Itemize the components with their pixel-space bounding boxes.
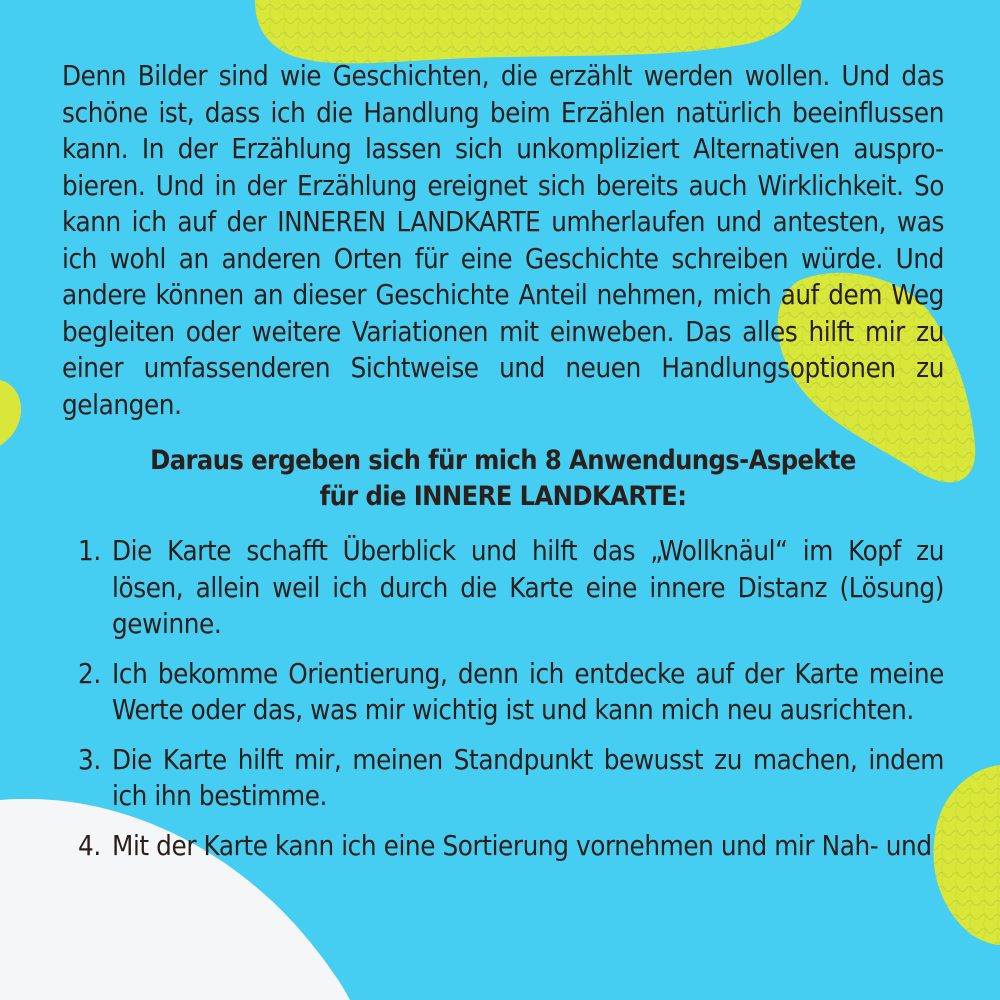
intro-emphasis: INNEREN LANDKARTE <box>277 206 541 238</box>
list-item-number: 3. <box>78 743 101 776</box>
list-item <box>62 828 944 865</box>
list-item-number: 2. <box>78 657 101 690</box>
list-item-text: Die Karte schafft Überblick und hilft das „Wollknäul“ im Kopf zu lösen, allein weil ich durch die Karte eine innere Distanz (Lösung) gewinne. <box>112 535 944 640</box>
blob-top <box>255 0 802 63</box>
intro-paragraph <box>62 58 944 423</box>
intro-text-1: Denn Bilder sind wie Geschichten, die erzählt werden wollen. Und das schöne ist, dass ich die Handlung beim Erzählen natürlich beeinflussen kann. In der Erzählung lassen sich unkompliziert Alternativen ausprobieren. Und in der Erzählung ereignet sich bereits auch Wirklichkeit. So kann ich auf der <box>62 60 944 238</box>
list-item-text: Mit der Karte kann ich eine Sortierung vornehmen und mir Nah- und <box>112 829 932 862</box>
list-item-number: 4. <box>78 829 101 862</box>
heading-line-1: Daraus ergeben sich für mich 8 Anwendungs-Aspekte <box>150 445 856 476</box>
aspects-list <box>62 533 944 864</box>
text-content <box>62 58 944 877</box>
list-item <box>62 742 944 815</box>
intro-text-2: umherlaufen und antesten, was ich wohl an anderen Orten für eine Geschichte schreiben würde. Und andere können an dieser Geschichte Anteil nehmen, mich auf dem Weg begleiten oder weitere Variationen mit einweben. Das alles hilft mir zu einer umfassenderen Sichtweise und neuen Handlungsoptionen zu gelangen. <box>62 206 944 421</box>
list-item-text: Die Karte hilft mir, meinen Standpunkt bewusst zu machen, indem ich ihn bestimme. <box>112 743 944 812</box>
heading-line-2: für die INNERE LANDKARTE: <box>319 481 687 512</box>
list-item-text: Ich bekomme Orientierung, denn ich entdecke auf der Karte meine Werte oder das, was mir wichtig ist und kann mich neu ausrichten. <box>112 657 944 726</box>
list-item-number: 1. <box>78 535 101 567</box>
list-item <box>62 533 944 643</box>
section-heading <box>62 443 944 515</box>
blob-left <box>0 380 21 446</box>
list-item <box>62 656 944 729</box>
